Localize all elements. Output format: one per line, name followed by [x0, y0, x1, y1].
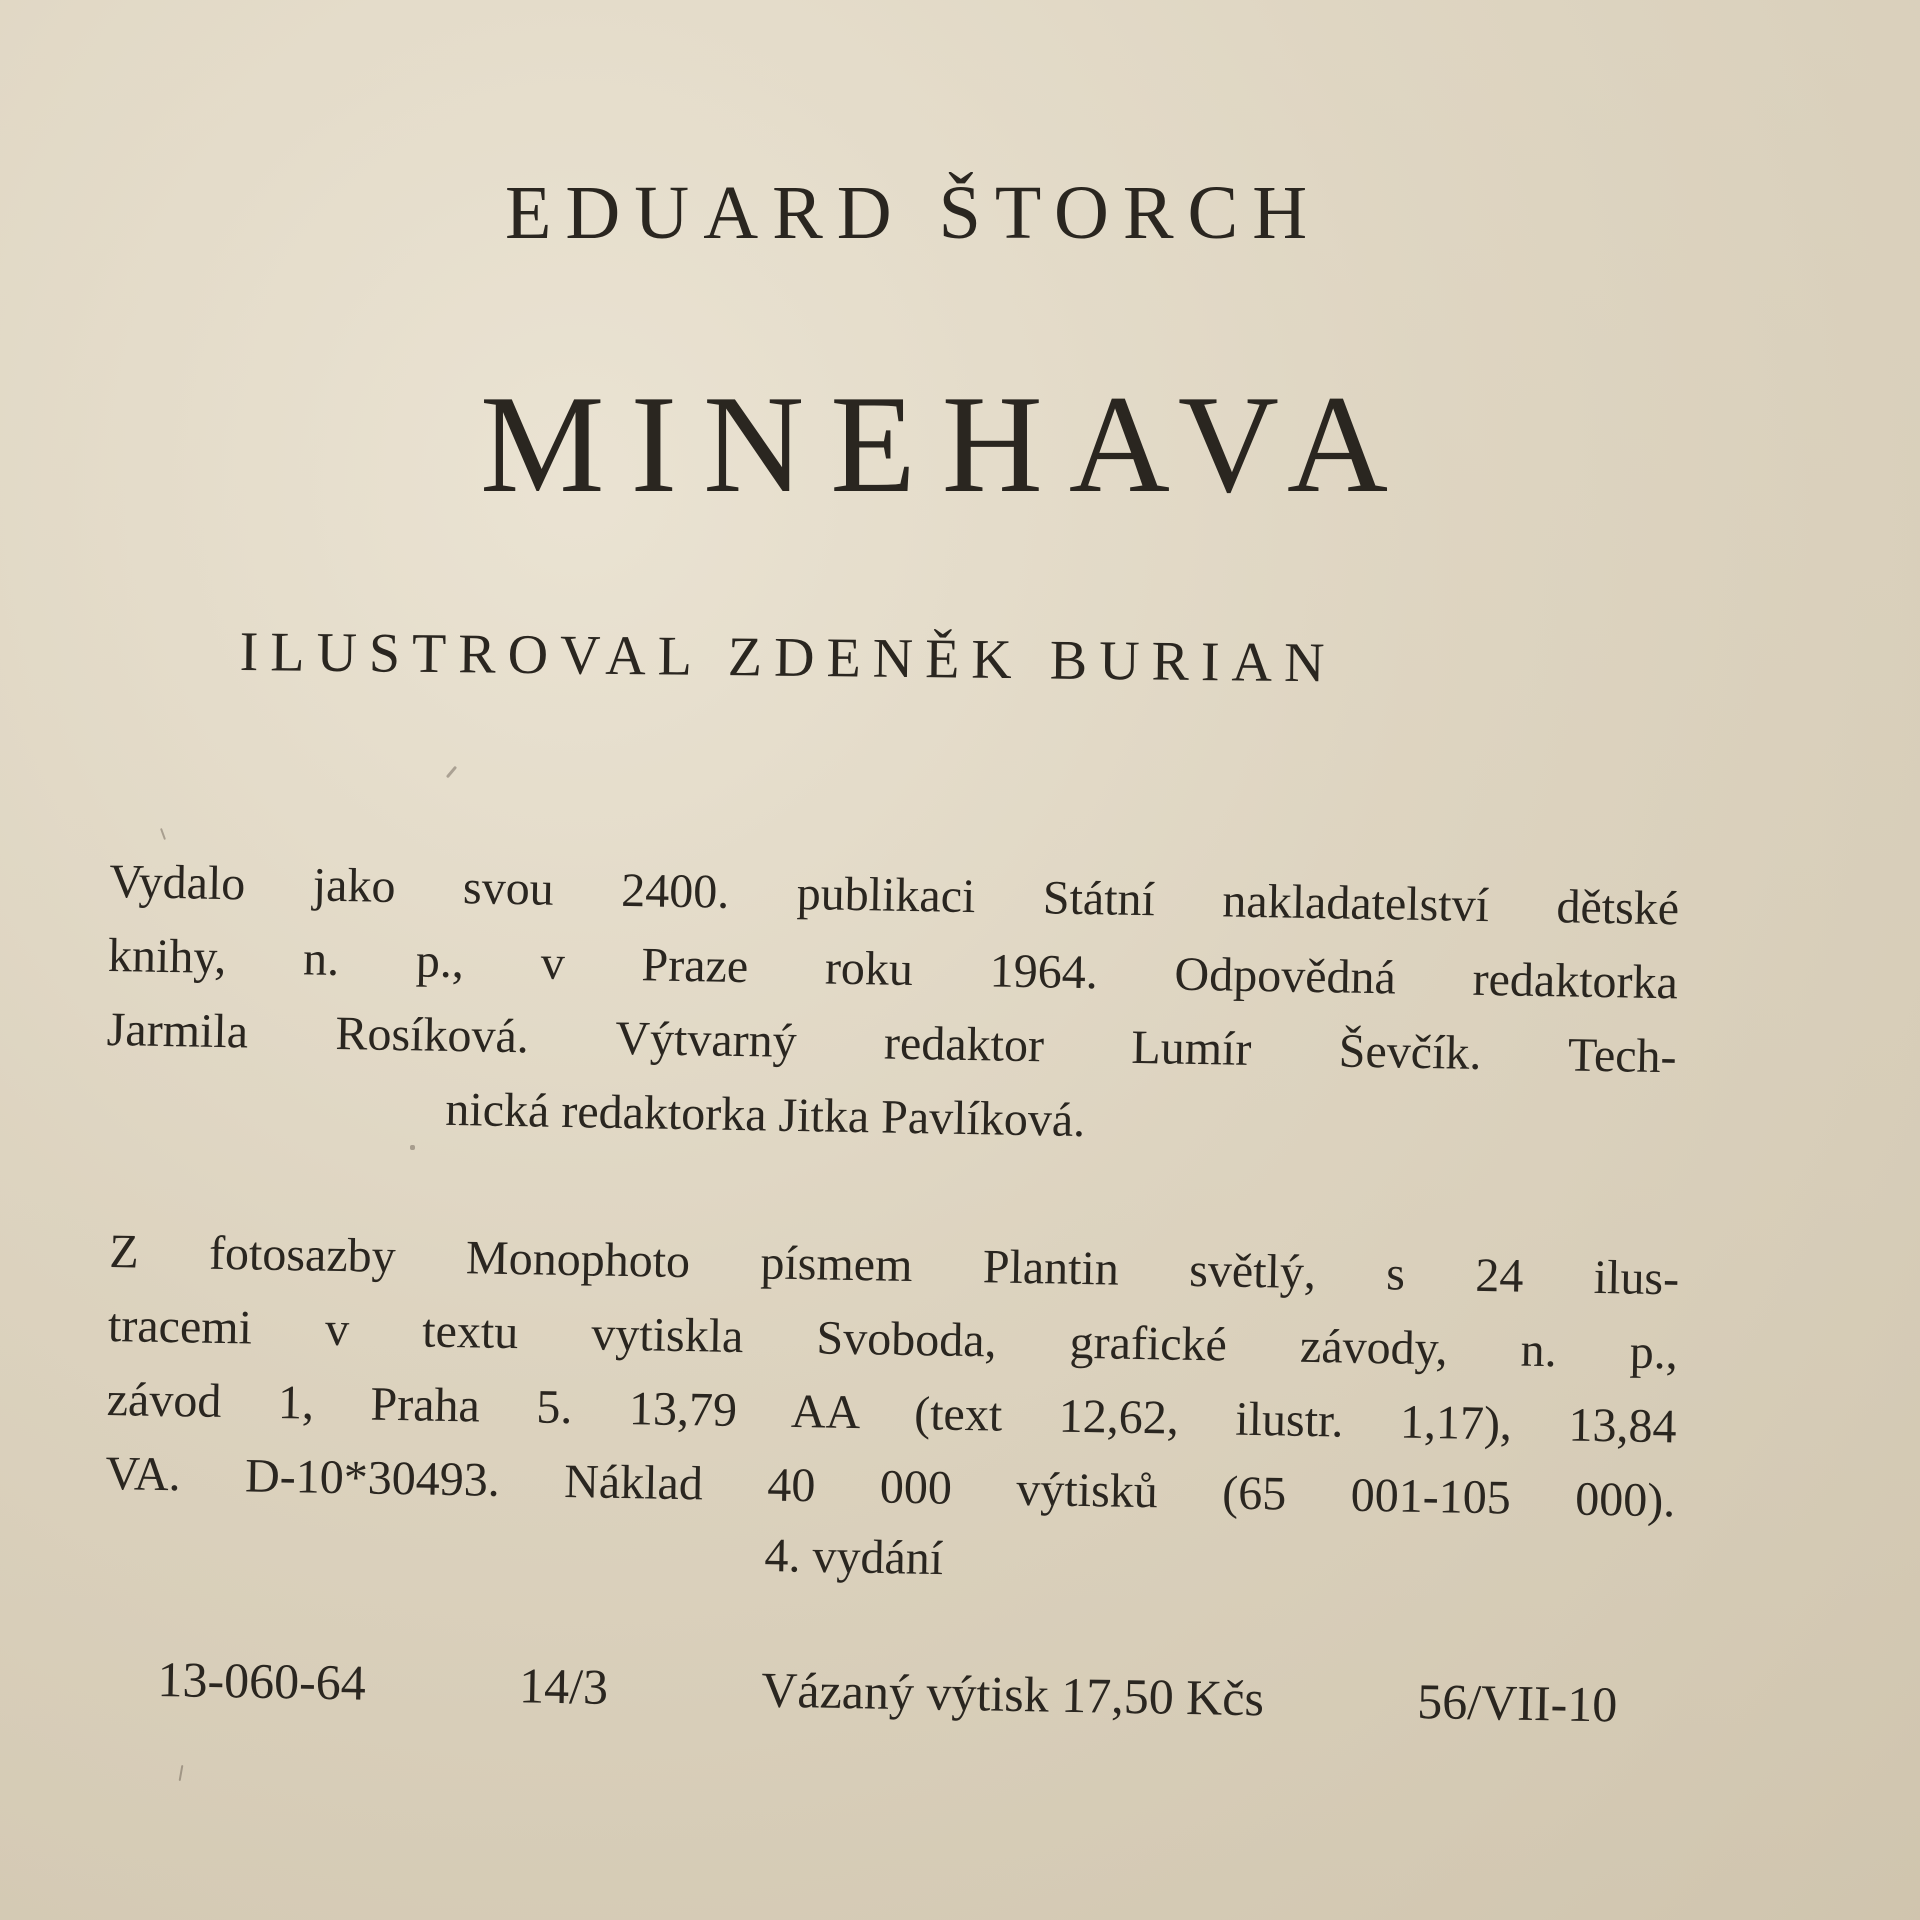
reference-code: 56/VII-10	[1416, 1672, 1618, 1733]
paper-speck	[160, 828, 166, 840]
illustrator-credit: ILUSTROVAL ZDENĚK BURIAN	[239, 620, 1337, 695]
colophon-line: Vydalo jako svou 2400. publikaci Státní nakladatelství dětské	[108, 854, 1680, 936]
imprint-footer	[157, 1650, 1618, 1733]
edition-number: 4. vydání	[764, 1528, 944, 1586]
paper-speck	[179, 1765, 184, 1781]
sheet-number: 14/3	[518, 1657, 609, 1715]
author-name: EDUARD ŠTORCH	[505, 171, 1322, 255]
book-title: MINEHAVA	[480, 367, 1415, 522]
colophon-line: nická redaktorka Jitka Pavlíková.	[444, 1082, 1086, 1148]
colophon-line: Z fotosazby Monophoto písmem Plantin světlý, s 24 ilus-	[108, 1224, 1680, 1306]
colophon-line: Jarmila Rosíková. Výtvarný redaktor Lumír Ševčík. Tech-	[106, 1002, 1678, 1084]
paper-speck	[446, 766, 457, 779]
colophon-line: knihy, n. p., v Praze roku 1964. Odpovědná redaktorka	[107, 928, 1679, 1010]
printing-details	[105, 1215, 1680, 1538]
catalog-code: 13-060-64	[157, 1650, 367, 1711]
price-label: Vázaný výtisk 17,50 Kčs	[760, 1661, 1265, 1727]
colophon-line: VA. D-10*30493. Náklad 40 000 výtisků (65 001-105 000).	[105, 1446, 1676, 1528]
colophon-line: závod 1, Praha 5. 13,79 AA (text 12,62, ilustr. 1,17), 13,84	[106, 1372, 1678, 1454]
colophon-line: tracemi v textu vytiskla Svoboda, grafické závody, n. p.,	[107, 1298, 1679, 1380]
publication-details	[105, 845, 1680, 1168]
paper-speck	[410, 1145, 415, 1150]
